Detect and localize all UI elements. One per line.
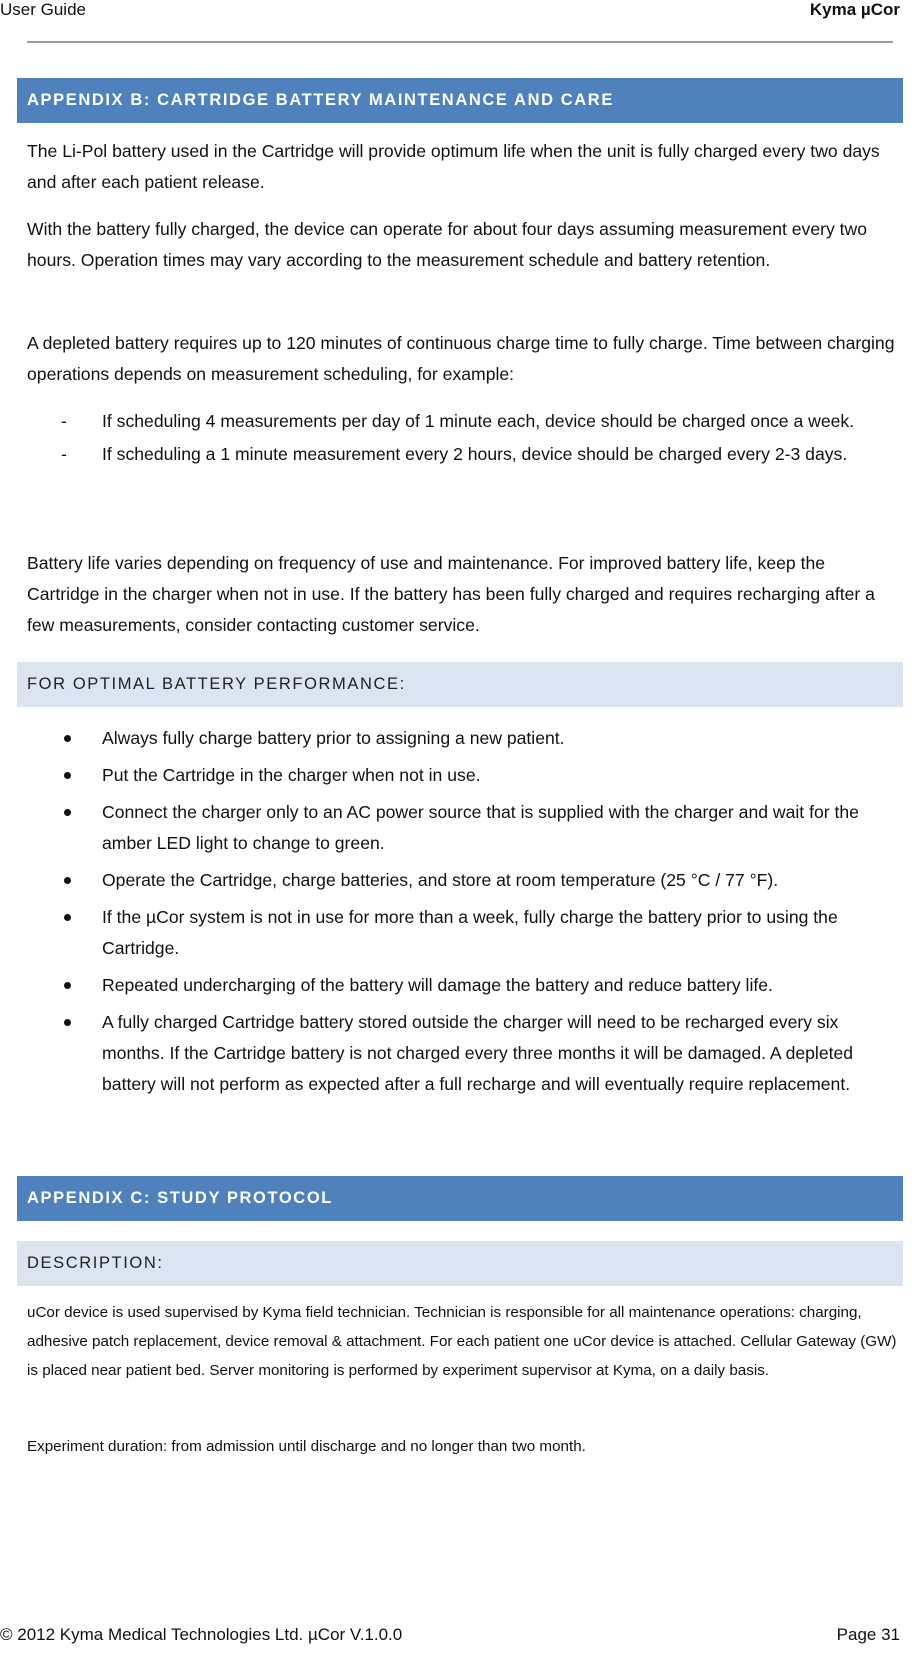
list-item xyxy=(27,406,897,437)
appendix-b-heading: APPENDIX B: CARTRIDGE BATTERY MAINTENANCE AND CARE xyxy=(17,78,903,123)
header-divider xyxy=(27,41,893,43)
battery-operation-paragraph: With the battery fully charged, the device can operate for about four days assuming measurement every two hours. Operation times may vary according to the measurement schedule and battery retention. xyxy=(27,219,868,270)
page-number: Page 31 xyxy=(836,1625,900,1644)
list-item-text: A fully charged Cartridge battery stored outside the charger will need to be recharged every six months. If the Cartridge battery is not charged every three months it will be damaged. A depleted battery will not perform as expected after a full recharge and will eventually require replacement. xyxy=(102,1012,854,1094)
list-item-text: If the µCor system is not in use for more than a week, fully charge the battery prior to using the Cartridge. xyxy=(102,907,838,958)
battery-charge-time-paragraph: A depleted battery requires up to 120 minutes of continuous charge time to fully charge. Time between charging operations depends on measurement scheduling, for example: xyxy=(27,333,895,384)
bullet-icon xyxy=(64,914,71,921)
bullet-icon xyxy=(64,772,71,779)
list-item xyxy=(27,902,897,964)
list-item-text: Connect the charger only to an AC power source that is supplied with the charger and wait for the amber LED light to change to green. xyxy=(102,802,859,853)
charging-schedule-list xyxy=(27,406,897,472)
optimal-performance-list xyxy=(27,723,897,1106)
bullet-icon xyxy=(64,735,71,742)
list-item xyxy=(27,723,897,754)
list-item-text: If scheduling a 1 minute measurement every 2 hours, device should be charged every 2-3 days. xyxy=(102,444,848,464)
experiment-duration-paragraph: Experiment duration: from admission until discharge and no longer than two month. xyxy=(27,1438,586,1455)
bullet-icon xyxy=(64,809,71,816)
list-item-text: Repeated undercharging of the battery will damage the battery and reduce battery life. xyxy=(102,975,773,995)
list-item xyxy=(27,865,897,896)
dash-marker: - xyxy=(61,444,67,464)
bullet-icon xyxy=(64,877,71,884)
list-item-text: Put the Cartridge in the charger when not in use. xyxy=(102,765,481,785)
list-item-text: Operate the Cartridge, charge batteries, and store at room temperature (25 °C / 77 °F). xyxy=(102,870,779,890)
footer-copyright: © 2012 Kyma Medical Technologies Ltd. µCor V.1.0.0 xyxy=(0,1625,403,1644)
appendix-c-heading: APPENDIX C: STUDY PROTOCOL xyxy=(17,1176,903,1221)
description-heading: DESCRIPTION: xyxy=(17,1241,903,1286)
list-item-text: Always fully charge battery prior to assigning a new patient. xyxy=(102,728,565,748)
battery-life-paragraph: Battery life varies depending on frequency of use and maintenance. For improved battery life, keep the Cartridge in the charger when not in use. If the battery has been fully charged and requires recharging after a few measurements, consider contacting customer service. xyxy=(27,553,875,635)
list-item xyxy=(27,760,897,791)
list-item xyxy=(27,1007,897,1100)
battery-optimum-life-paragraph: The Li-Pol battery used in the Cartridge will provide optimum life when the unit is fully charged every two days and after each patient release. xyxy=(27,141,880,192)
list-item xyxy=(27,797,897,859)
bullet-icon xyxy=(64,1019,71,1026)
bullet-icon xyxy=(64,982,71,989)
header-product-name: Kyma µCor xyxy=(809,0,900,19)
dash-marker: - xyxy=(61,411,67,431)
optimal-performance-heading: FOR OPTIMAL BATTERY PERFORMANCE: xyxy=(17,662,903,707)
study-description-paragraph: uCor device is used supervised by Kyma field technician. Technician is responsible for all maintenance operations: charging, adhesive patch replacement, device removal & attachment. For each patient one uCor device is attached. Cellular Gateway (GW) is placed near patient bed. Server monitoring is performed by experiment supervisor at Kyma, on a daily basis. xyxy=(27,1304,897,1379)
list-item xyxy=(27,439,897,470)
header-guide-label: User Guide xyxy=(0,0,86,19)
list-item-text: If scheduling 4 measurements per day of 1 minute each, device should be charged once a week. xyxy=(102,411,855,431)
list-item xyxy=(27,970,897,1001)
